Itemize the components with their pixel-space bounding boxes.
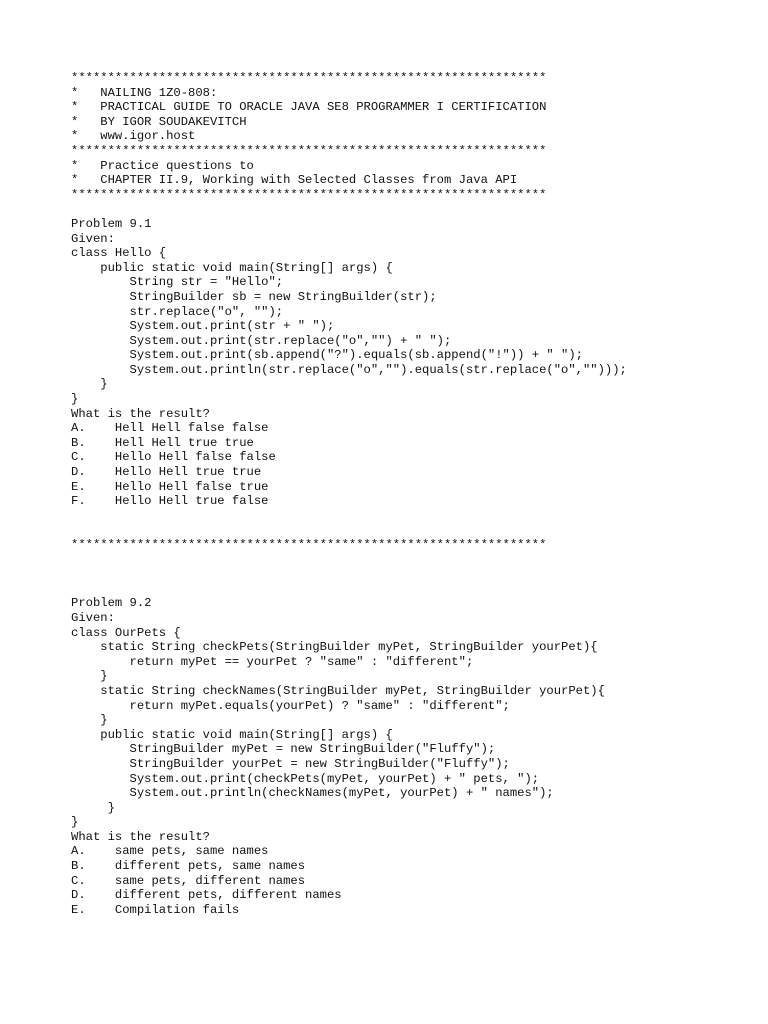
blank-line [71, 553, 751, 568]
code-line: } [71, 377, 108, 392]
answer-option-e: E. Compilation fails [71, 902, 240, 917]
code-line: class Hello { [71, 246, 167, 261]
problem-9-2-heading: Problem 9.2 [71, 596, 152, 611]
banner-website: * www.igor.host [71, 129, 196, 144]
blank-line [71, 582, 751, 597]
code-line: StringBuilder yourPet = new StringBuilder("Fluffy"); [71, 756, 510, 771]
blank-line [71, 523, 751, 538]
answer-option-d: D. different pets, different names [71, 888, 342, 903]
problem-9-1-heading: Problem 9.1 [71, 216, 152, 231]
problem-9-2-question: What is the result? [71, 829, 210, 844]
banner-border-bottom: ***************************************************************** [71, 187, 547, 202]
code-line: } [71, 713, 108, 728]
code-line: class OurPets { [71, 625, 181, 640]
code-line: } [71, 815, 79, 830]
code-line: public static void main(String[] args) { [71, 260, 393, 275]
problem-9-1-question: What is the result? [71, 406, 210, 421]
answer-option-c: C. Hello Hell false false [71, 450, 276, 465]
banner-exam-code: * NAILING 1Z0-808: [71, 85, 218, 100]
blank-line [71, 567, 751, 582]
banner-border-top: ***************************************************************** [71, 71, 547, 85]
code-line: return myPet.equals(yourPet) ? "same" : "different"; [71, 698, 510, 713]
code-line: System.out.print(checkPets(myPet, yourPet) + " pets, "); [71, 771, 540, 786]
answer-option-b: B. Hell Hell true true [71, 435, 254, 450]
document-page [71, 71, 751, 917]
problem-9-2-given: Given: [71, 610, 115, 625]
answer-option-f: F. Hello Hell true false [71, 494, 269, 509]
code-line: return myPet == yourPet ? "same" : "different"; [71, 654, 474, 669]
problem-9-1-given: Given: [71, 231, 115, 246]
code-line: } [71, 392, 79, 407]
code-line: static String checkPets(StringBuilder myPet, StringBuilder yourPet){ [71, 640, 598, 655]
code-line: static String checkNames(StringBuilder myPet, StringBuilder yourPet){ [71, 683, 605, 698]
code-line: System.out.print(sb.append("?").equals(sb.append("!")) + " "); [71, 348, 583, 363]
answer-option-a: A. same pets, same names [71, 844, 269, 859]
banner-author: * BY IGOR SOUDAKEVITCH [71, 114, 247, 129]
blank-line [71, 202, 751, 217]
answer-option-e: E. Hello Hell false true [71, 479, 269, 494]
banner-chapter-title: * CHAPTER II.9, Working with Selected Classes from Java API [71, 173, 518, 188]
banner-book-title: * PRACTICAL GUIDE TO ORACLE JAVA SE8 PROGRAMMER I CERTIFICATION [71, 100, 547, 115]
code-line: } [71, 669, 108, 684]
answer-option-b: B. different pets, same names [71, 859, 306, 874]
code-line: public static void main(String[] args) { [71, 727, 393, 742]
section-separator: ***************************************************************** [71, 538, 547, 552]
answer-option-d: D. Hello Hell true true [71, 465, 262, 480]
answer-option-c: C. same pets, different names [71, 873, 306, 888]
code-line: System.out.println(str.replace("o","").equals(str.replace("o",""))); [71, 362, 627, 377]
answer-option-a: A. Hell Hell false false [71, 421, 269, 436]
code-line: System.out.print(str.replace("o","") + " "); [71, 333, 452, 348]
code-line: StringBuilder sb = new StringBuilder(str); [71, 289, 437, 304]
code-line: System.out.println(checkNames(myPet, yourPet) + " names"); [71, 786, 554, 801]
blank-line [71, 509, 751, 524]
code-line: StringBuilder myPet = new StringBuilder("Fluffy"); [71, 742, 496, 757]
banner-border-middle: ***************************************************************** [71, 143, 547, 158]
code-line: String str = "Hello"; [71, 275, 284, 290]
code-line: } [71, 800, 115, 815]
banner-practice-note: * Practice questions to [71, 158, 254, 173]
code-line: System.out.print(str + " "); [71, 319, 335, 334]
code-line: str.replace("o", ""); [71, 304, 284, 319]
